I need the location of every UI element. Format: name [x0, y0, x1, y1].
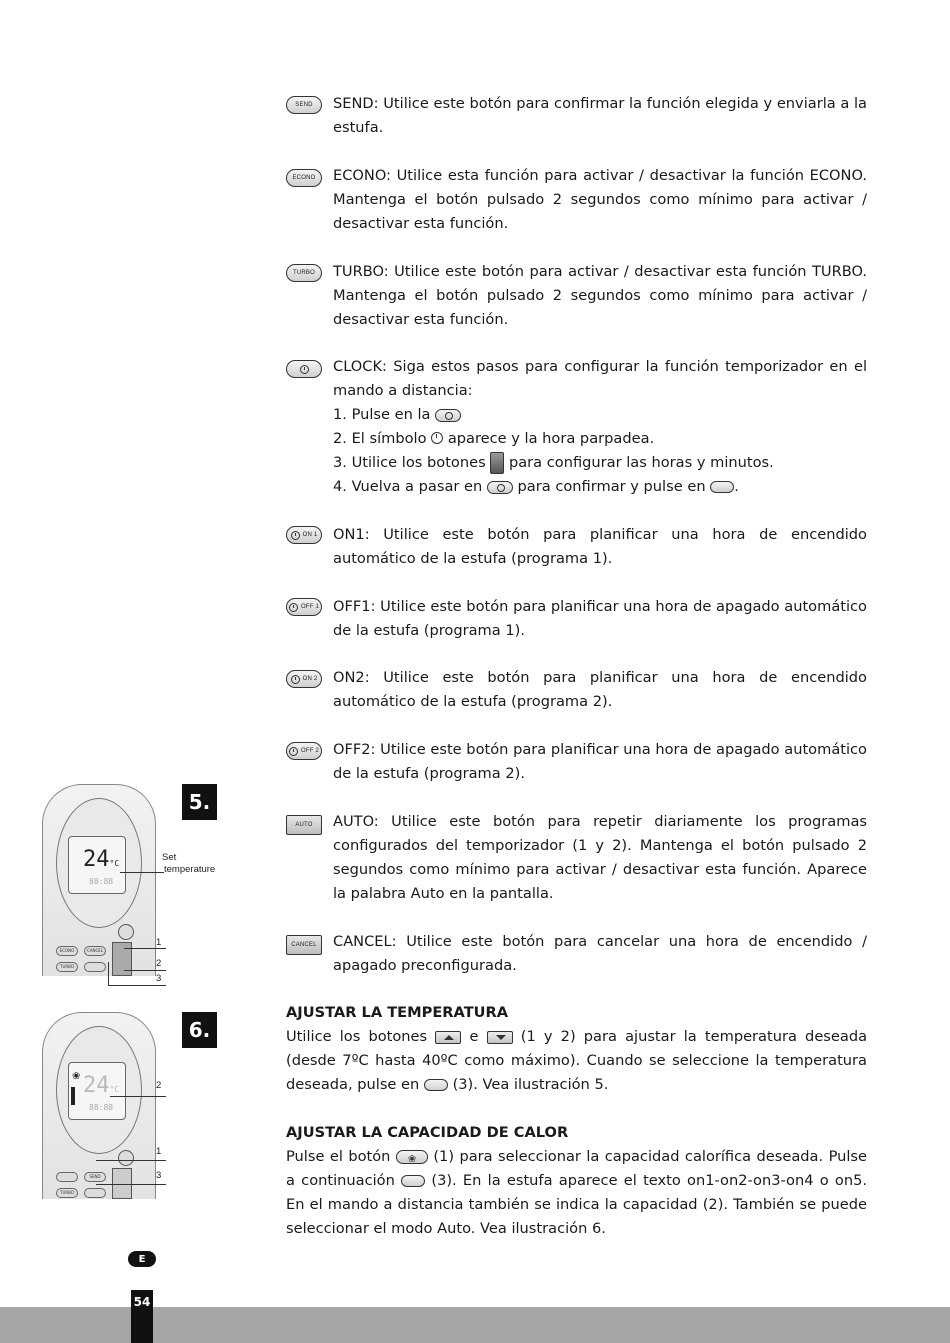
clock-icon: [291, 531, 300, 540]
turbo-text: TURBO: Utilice este botón para activar / desactivar esta función TURBO. Mantenga el botón pulsado 2 segundos como mínimo para activar / desactivar esta función.: [333, 263, 867, 328]
off2-button-icon: OFF 2: [286, 742, 322, 760]
on1-description: [333, 523, 867, 571]
fig5-line-1: [124, 948, 166, 949]
remote-econo-button: ECONO: [56, 946, 78, 956]
fig5-label-2: 2: [156, 958, 162, 969]
fig6-line-1: [96, 1160, 166, 1161]
off2-text: OFF2: Utilice este botón para planificar una hora de apagado automático de la estufa (programa 2).: [333, 741, 867, 782]
clock-icon: [300, 365, 309, 374]
remote-cancel-button: CANCEL: [84, 946, 106, 956]
up-arrow-button-icon: [435, 1031, 461, 1044]
lcd-temperature: 24°C: [83, 1073, 120, 1098]
lcd-clock: 88:88: [89, 1103, 114, 1112]
remote-fan-button: [56, 1172, 78, 1182]
send-button-label: SEND: [295, 102, 313, 108]
fan-button-icon: [396, 1150, 428, 1164]
on2-description: [333, 666, 867, 714]
remote-clock-button: [84, 962, 106, 972]
send-button-icon: [286, 96, 322, 114]
auto-button-icon: AUTO: [286, 815, 322, 835]
econo-button-icon: [286, 169, 322, 187]
on2-button-icon: ON 2: [286, 670, 322, 688]
send-text: SEND: Utilice este botón para confirmar la función elegida y enviarla a la estufa.: [333, 95, 867, 136]
fig6-line-2: [110, 1096, 166, 1097]
clock-symbol-icon: [431, 432, 443, 444]
clock-button-icon: [286, 360, 322, 378]
send-button-inline-icon: [710, 481, 734, 493]
on1-button-icon: ON 1: [286, 526, 322, 544]
figure-5-number: 5.: [182, 784, 217, 820]
remote-clock-button: [84, 1188, 106, 1198]
on1-text: ON1: Utilice este botón para planificar una hora de encendido automático de la estufa (programa 1).: [333, 526, 867, 567]
econo-description: [333, 164, 867, 236]
figure-6-number: 6.: [182, 1012, 217, 1048]
fig6-label-2: 2: [156, 1080, 162, 1091]
fig6-line-3: [96, 1184, 166, 1185]
fig5-line-3-vertical: [108, 962, 109, 985]
fan-icon: ❀: [72, 1071, 81, 1082]
temperature-text: Utilice los botones e (1 y 2) para ajustar la temperatura deseada (desde 7ºC hasta 40ºC como máximo). Cuando se seleccione la temperatura deseada, pulse en (3). Vea ilustración 5.: [286, 1028, 868, 1093]
page-number: 54: [131, 1290, 153, 1343]
off2-description: [333, 738, 867, 786]
figure-6-remote: [42, 1012, 156, 1199]
power-icon: [118, 1150, 134, 1166]
power-icon: [118, 924, 134, 940]
capacity-bars-icon: [71, 1087, 75, 1105]
lcd-temperature: 24°C: [83, 847, 120, 872]
fig5-line-2: [124, 970, 166, 971]
down-arrow-button-icon: [487, 1031, 513, 1044]
auto-text: AUTO: Utilice este botón para repetir diariamente los programas configurados del temporizador (1 y 2). Mantenga el botón pulsado 2 segundos como mínimo para activar / desactivar esta función. Aparece la palabra Auto en la pantalla.: [333, 813, 867, 902]
clock-step-4: 4. Vuelva a pasar en para confirmar y pulse en .: [333, 478, 739, 495]
clock-step-2: 2. El símbolo aparece y la hora parpadea.: [333, 430, 655, 447]
econo-text: ECONO: Utilice esta función para activar / desactivar la función ECONO. Mantenga el botón pulsado 2 segundos como mínimo para activar / desactivar esta función.: [333, 167, 867, 232]
capacity-heading: AJUSTAR LA CAPACIDAD DE CALOR: [286, 1124, 569, 1141]
clock-button-inline-icon: [435, 409, 461, 422]
on2-text: ON2: Utilice este botón para planificar una hora de encendido automático de la estufa (programa 2).: [333, 669, 867, 710]
send-button-inline-icon: [401, 1175, 425, 1187]
auto-description: [333, 810, 867, 906]
arrow-buttons-icon: [490, 452, 504, 474]
turbo-button-icon: [286, 264, 322, 282]
fig6-label-1: 1: [156, 1146, 162, 1157]
econo-button-label: ECONO: [292, 175, 316, 181]
temperature-heading: AJUSTAR LA TEMPERATURA: [286, 1004, 509, 1021]
remote-send-button: SEND: [84, 1172, 106, 1182]
turbo-description: [333, 260, 867, 332]
turbo-button-label: TURBO: [293, 270, 315, 276]
clock-intro-text: CLOCK: Siga estos pasos para configurar la función temporizador en el mando a distancia:: [333, 358, 867, 399]
language-badge: E: [128, 1251, 156, 1267]
fig5-line-3: [108, 985, 166, 986]
cancel-button-icon: CANCEL: [286, 935, 322, 955]
remote-lcd: [68, 836, 126, 894]
fig5-label-1: 1: [156, 937, 162, 948]
off1-text: OFF1: Utilice este botón para planificar una hora de apagado automático de la estufa (programa 1).: [333, 598, 867, 639]
clock-icon: [291, 675, 300, 684]
send-button-inline-icon: [424, 1079, 448, 1091]
clock-step-3: 3. Utilice los botones para configurar las horas y minutos.: [333, 451, 867, 475]
cancel-description: [333, 930, 867, 978]
clock-button-inline-icon: [487, 481, 513, 494]
off1-description: [333, 595, 867, 643]
off1-button-icon: OFF 1: [286, 598, 322, 616]
capacity-text: Pulse el botón ❀ (1) para seleccionar la capacidad calorífica deseada. Pulse a continuación (3). En la estufa aparece el texto on1-on2-on3-on4 o on5. En el mando a distancia también se indica la capacidad (2). También se puede seleccionar el modo Auto. Vea ilustración 6.: [286, 1145, 867, 1241]
remote-lcd: [68, 1062, 126, 1120]
remote-turbo-button: TURBO: [56, 962, 78, 972]
fig5-callout-line: [120, 872, 164, 873]
fig5-temperature-label: temperature: [164, 864, 216, 875]
clock-step-1: 1. Pulse en la: [333, 403, 867, 427]
clock-description: [333, 355, 867, 499]
fig6-label-3: 3: [156, 1170, 162, 1181]
cancel-text: CANCEL: Utilice este botón para cancelar una hora de encendido / apagado preconfigurada.: [333, 933, 867, 974]
fig5-set-label: Set: [162, 852, 177, 863]
remote-turbo-button: TURBO: [56, 1188, 78, 1198]
clock-icon: [289, 603, 298, 612]
clock-icon: [289, 747, 298, 756]
fig5-label-3: 3: [156, 973, 162, 984]
lcd-clock: 88:88: [89, 877, 114, 886]
send-description: [333, 92, 867, 140]
